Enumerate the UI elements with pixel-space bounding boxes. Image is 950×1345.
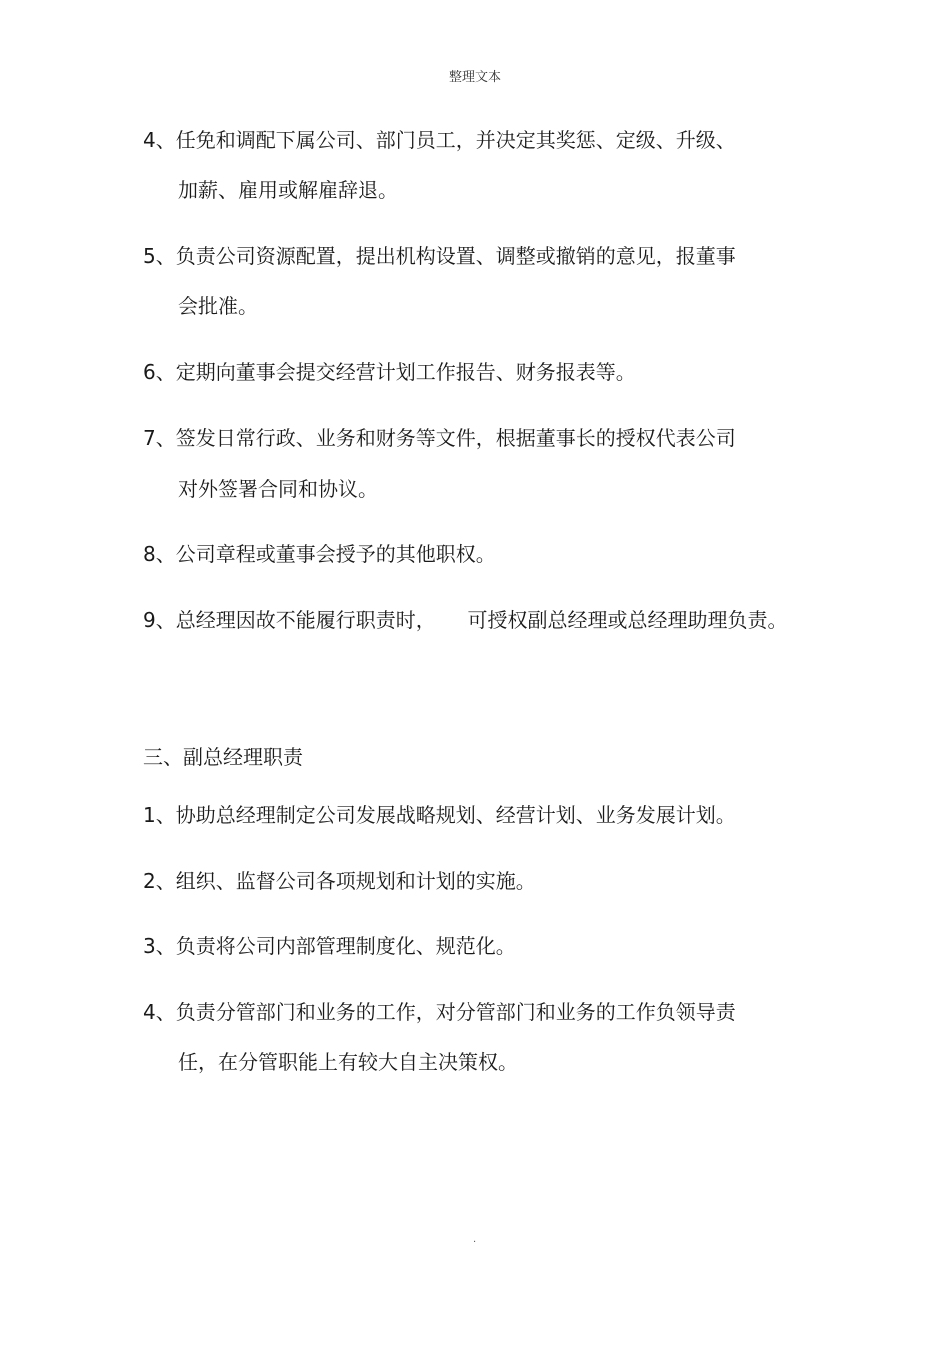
- list-item: 5、负责公司资源配置，提出机构设置、调整或撤销的意见，报董事: [143, 244, 736, 268]
- page-header: 整理文本: [448, 70, 501, 85]
- page-footer-mark: .: [473, 1234, 477, 1245]
- list-item: 1、协助总经理制定公司发展战略规划、经营计划、业务发展计划。: [143, 803, 736, 827]
- list-item: 4、负责分管部门和业务的工作，对分管部门和业务的工作负领导责: [143, 1000, 736, 1024]
- list-item-continuation: 加薪、雇用或解雇辞退。: [178, 178, 398, 202]
- list-item: 4、任免和调配下属公司、部门员工，并决定其奖惩、定级、升级、: [143, 128, 736, 152]
- list-item: 8、公司章程或董事会授予的其他职权。: [143, 542, 496, 566]
- list-item: 3、负责将公司内部管理制度化、规范化。: [143, 934, 516, 958]
- list-item-continuation: 任，在分管职能上有较大自主决策权。: [178, 1050, 518, 1074]
- list-item-continuation: 会批准。: [178, 294, 258, 318]
- list-item: 7、签发日常行政、业务和财务等文件，根据董事长的授权代表公司: [143, 426, 736, 450]
- list-item: 6、定期向董事会提交经营计划工作报告、财务报表等。: [143, 360, 636, 384]
- section-title: 三、副总经理职责: [143, 745, 303, 769]
- list-item: 9、总经理因故不能履行职责时， 可授权副总经理或总经理助理负责。: [143, 608, 788, 632]
- list-item-continuation: 对外签署合同和协议。: [178, 477, 378, 501]
- list-item: 2、组织、监督公司各项规划和计划的实施。: [143, 869, 536, 893]
